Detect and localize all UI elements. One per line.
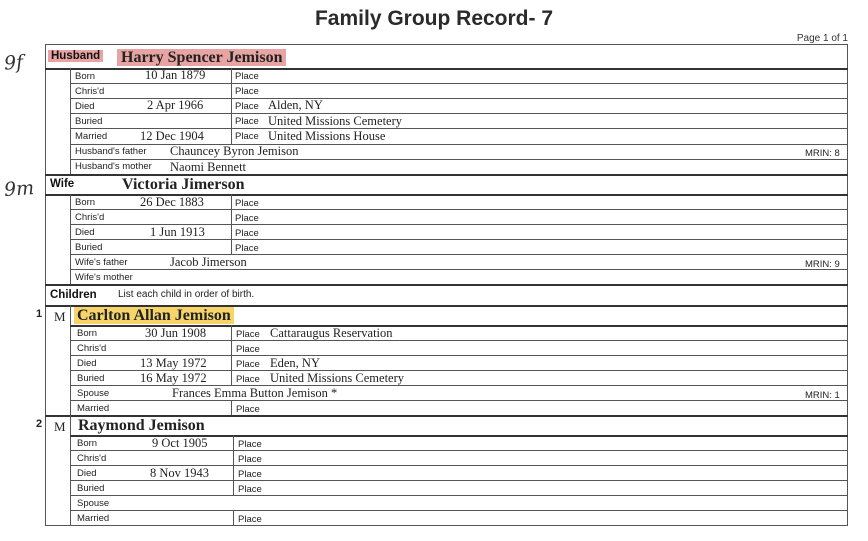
husband-born-place-label: Place [235,71,259,82]
husband-died-date: 2 Apr 1966 [147,98,204,112]
child-buried-place-label: Place [236,374,260,385]
husband-father-mrin: MRIN: 8 [805,148,840,159]
husband-christened-place-label: Place [235,86,259,97]
wife-father-label: Wife's father [75,257,128,268]
divider [70,510,848,511]
wife-died-place-label: Place [235,228,259,239]
wife-buried-place-label: Place [235,243,259,254]
divider [231,68,232,144]
wife-christened-place-label: Place [235,213,259,224]
child-spouse-label: Spouse [77,388,110,399]
divider [70,239,848,240]
child-married-place-label: Place [238,514,262,525]
page-title: Family Group Record- 7 [314,7,554,30]
husband-christened-label: Chris'd [75,86,105,97]
child-born-place-label: Place [238,439,262,450]
child-born-date: 30 Jun 1908 [145,326,207,340]
page-number: Page 1 of 1 [796,33,848,44]
wife-father-name: Jacob Jimerson [170,255,247,269]
children-note: List each child in order of birth. [118,289,255,300]
divider [70,400,848,401]
child-died-place-label: Place [238,469,262,480]
handwritten-note-wife: 9m [3,176,35,202]
child-died-place: Eden, NY [270,356,320,370]
husband-label: Husband [48,50,103,62]
divider [231,400,232,415]
wife-buried-label: Buried [75,242,103,253]
wife-born-place-label: Place [235,198,259,209]
child-buried-label: Buried [77,373,105,384]
child-name: Carlton Allan Jemison [74,307,234,325]
husband-buried-place-label: Place [235,116,259,127]
child-buried-label: Buried [77,483,105,494]
child-christened-place-label: Place [236,344,260,355]
divider [70,340,848,341]
child-christened-place-label: Place [238,454,262,465]
divider [70,495,848,496]
child-married-label: Married [77,403,110,414]
husband-married-place-label: Place [235,131,259,142]
husband-born-label: Born [75,71,96,82]
handwritten-note-husband: 9f [3,51,24,75]
child-born-place-label: Place [236,329,260,340]
wife-died-label: Died [75,227,95,238]
child-married-place-label: Place [236,404,260,415]
child-died-place-label: Place [236,359,260,370]
divider [70,305,71,415]
child-buried-place: United Missions Cemetery [270,371,405,385]
child-died-label: Died [77,358,97,369]
husband-born-date: 10 Jan 1879 [145,68,206,82]
child-christened-label: Chris'd [77,343,107,354]
child-died-date: 13 May 1972 [140,356,207,370]
wife-born-label: Born [75,197,96,208]
husband-married-place: United Missions House [268,129,386,143]
child-died-date: 8 Nov 1943 [150,466,210,480]
divider [70,480,848,481]
child-sex: M [54,419,66,434]
divider [70,113,848,114]
children-label: Children [50,289,97,301]
husband-buried-place: United Missions Cemetery [268,114,403,128]
child-number: 2 [36,418,43,430]
divider [45,284,848,286]
child-spouse-label: Spouse [77,498,110,509]
wife-died-date: 1 Jun 1913 [150,225,205,239]
husband-father-name: Chauncey Byron Jemison [170,144,299,158]
child-name: Raymond Jemison [78,417,205,434]
child-number: 1 [36,308,43,320]
wife-christened-label: Chris'd [75,212,105,223]
child-sex: M [54,309,66,324]
divider [70,450,848,451]
child-married-label: Married [77,513,110,524]
child-christened-label: Chris'd [77,453,107,464]
wife-name: Victoria Jimerson [122,176,245,193]
husband-name: Harry Spencer Jemison [117,49,286,67]
husband-mother-label: Husband's mother [75,161,152,172]
child-born-place: Cattaraugus Reservation [270,326,393,340]
husband-married-label: Married [75,131,108,142]
husband-died-place-label: Place [235,101,259,112]
child-spouse-name: Frances Emma Button Jemison * [172,386,338,400]
child-buried-date: 16 May 1972 [140,371,207,385]
wife-mother-label: Wife's mother [75,272,133,283]
husband-died-label: Died [75,101,95,112]
child-spouse-mrin: MRIN: 1 [805,390,840,401]
child-born-label: Born [77,328,98,339]
child-died-label: Died [77,468,97,479]
husband-buried-label: Buried [75,116,103,127]
wife-born-date: 26 Dec 1883 [140,195,204,209]
husband-father-label: Husband's father [75,146,147,157]
divider [70,269,848,270]
husband-mother-name: Naomi Bennett [170,160,247,174]
wife-label: Wife [50,178,75,190]
divider [70,209,848,210]
child-born-label: Born [77,438,98,449]
divider [70,83,848,84]
child-born-date: 9 Oct 1905 [152,436,208,450]
husband-married-date: 12 Dec 1904 [140,129,204,143]
divider [233,510,234,526]
wife-father-mrin: MRIN: 9 [805,259,840,270]
husband-died-place: Alden, NY [268,98,323,112]
child-buried-place-label: Place [238,484,262,495]
